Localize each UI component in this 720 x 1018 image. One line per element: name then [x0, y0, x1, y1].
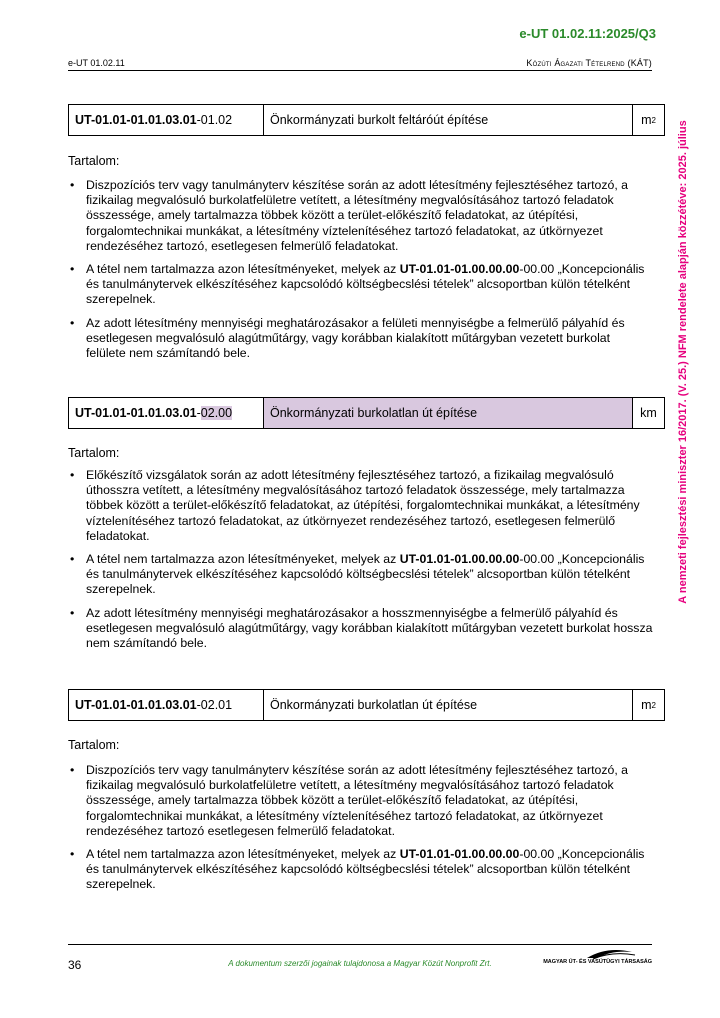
- item-unit-text: km: [640, 406, 657, 420]
- document-id: e-UT 01.02.11:2025/Q3: [519, 26, 656, 41]
- item-unit: [633, 398, 664, 428]
- item-title: Önkormányzati burkolatlan út építése: [264, 398, 633, 428]
- bullet-post: -00.00 „Koncepcionális és tanulmánytervek elkészítéséhez kapcsolódó költségbecslési tételek” alcsoportban külön tételként szerepelnek.: [86, 847, 645, 892]
- bullet-pre: A tétel nem tartalmazza azon létesítményeket, melyek az: [86, 262, 400, 277]
- header-right: Közúti Ágazati Tételrend (KÁT): [526, 58, 652, 68]
- item-code: [69, 398, 264, 428]
- bullet-post: -00.00 „Koncepcionális és tanulmánytervek elkészítéséhez kapcsolódó költségbecslési tételek” alcsoportban külön tételként szerepelnek.: [86, 552, 645, 597]
- content-list: [68, 468, 653, 659]
- society-logo-icon: [557, 948, 652, 968]
- page-number: 36: [68, 958, 82, 972]
- list-item: • Az adott létesítmény mennyiségi meghatározásakor a hosszmennyiségbe a felmerülő pályahíd és esetlegesen megvalósuló alagútműtárgy, vagy korábban kialakított műtárgyban vezetett burkolat hossza nem számítandó bele.: [68, 606, 653, 652]
- list-item: • Előkészítő vizsgálatok során az adott létesítmény fejlesztéséhez tartozó, a fizikailag megvalósuló úthosszra vetített, a létesítmény megvalósításához tartozó feladatok összessége, mely tartalmazza többek között a terület-előkészítő feladatokat, az útépítési, forgalomtechnikai munkákat, a létesítmény víztelenítéséhez tartozó feladatokat, az útkörnyezet rendezéséhez tartozó, esetlegesen felmerülő feladatokat.: [68, 468, 653, 544]
- item-code-suffix: -02.01: [196, 698, 233, 712]
- bullet-pre: A tétel nem tartalmazza azon létesítményeket, melyek az: [86, 552, 400, 567]
- item-table: [68, 689, 665, 721]
- content-label: Tartalom:: [68, 738, 120, 752]
- list-item: [68, 847, 653, 893]
- item-code-main: UT-01.01-01.01.03.01: [75, 113, 197, 127]
- item-unit-sup: 2: [651, 115, 656, 125]
- bullet-code: UT-01.01-01.00.00.00: [399, 262, 520, 277]
- header-divider: [68, 70, 652, 71]
- item-code: [69, 690, 264, 720]
- content-list: [68, 763, 653, 901]
- copyright-notice: A dokumentum szerzői jogainak tulajdonosa a Magyar Közút Nonprofit Zrt.: [228, 959, 492, 968]
- content-list: [68, 178, 653, 369]
- side-note: [676, 96, 690, 628]
- item-code-main: UT-01.01-01.01.03.01: [75, 406, 197, 420]
- bullet-code: UT-01.01-01.00.00.00: [399, 552, 520, 567]
- item-unit-sup: 2: [651, 700, 656, 710]
- item-code-highlight: 02.00: [200, 406, 233, 420]
- footer-divider: [68, 944, 652, 945]
- bullet-pre: A tétel nem tartalmazza azon létesítményeket, melyek az: [86, 847, 400, 862]
- item-unit: [633, 690, 664, 720]
- list-item: • Az adott létesítmény mennyiségi meghatározásakor a felületi mennyiségbe a felmerülő pályahíd és esetlegesen megvalósuló alagútműtárgy, vagy korábban kialakított műtárgyban vezetett burkolat felülete nem számítandó bele.: [68, 316, 653, 362]
- content-label: Tartalom:: [68, 154, 120, 168]
- bullet-post: -00.00 „Koncepcionális és tanulmánytervek elkészítéséhez kapcsolódó költségbecslési tételek” alcsoportban külön tételként szerepelnek.: [86, 262, 645, 307]
- item-code-dash: -: [196, 406, 201, 420]
- item-unit: [633, 105, 664, 135]
- logo-text: MAGYAR ÚT- ÉS VASÚTÜGYI TÁRSASÁG: [543, 959, 652, 965]
- list-item: [68, 552, 653, 598]
- item-table: [68, 104, 665, 136]
- item-code: [69, 105, 264, 135]
- item-title: Önkormányzati burkolt feltáróút építése: [264, 105, 633, 135]
- item-title: Önkormányzati burkolatlan út építése: [264, 690, 633, 720]
- item-table: [68, 397, 665, 429]
- side-note-text: A nemzeti fejlesztési miniszter 16/2017. (V. 25.) NFM rendelete alapján közzétéve: 2025. július: [677, 120, 689, 604]
- item-unit-text: m: [641, 113, 652, 127]
- item-code-suffix: -01.02: [196, 113, 233, 127]
- item-unit-text: m: [641, 698, 652, 712]
- content-label: Tartalom:: [68, 446, 120, 460]
- list-item: • Diszpozíciós terv vagy tanulmányterv készítése során az adott létesítmény fejlesztéséhez tartozó, a fizikailag megvalósuló burkolatfelületre vetített, a létesítmény megvalósításához tartozó feladatok összessége, amely tartalmazza többek között a terület-előkészítő feladatokat, az útépítési, forgalomtechnikai munkákat, a létesítmény víztelenítéséhez tartozó feladatokat, az útkörnyezet rendezéséhez tartozó, esetlegesen felmerülő feladatokat.: [68, 178, 653, 254]
- item-code-main: UT-01.01-01.01.03.01: [75, 698, 197, 712]
- list-item: [68, 262, 653, 308]
- bullet-code: UT-01.01-01.00.00.00: [399, 847, 520, 862]
- list-item: • Diszpozíciós terv vagy tanulmányterv készítése során az adott létesítmény fejlesztéséhez tartozó, a fizikailag megvalósuló burkolatfelületre vetített, a létesítmény megvalósításához tartozó feladatok összessége, amely tartalmazza többek között a terület-előkészítő feladatokat, az útépítési, forgalomtechnikai munkákat, a létesítmény víztelenítéséhez tartozó feladatokat, az útkörnyezet rendezéséhez tartozó esetlegesen felmerülő feladatokat.: [68, 763, 653, 839]
- header-left: e-UT 01.02.11: [68, 58, 125, 68]
